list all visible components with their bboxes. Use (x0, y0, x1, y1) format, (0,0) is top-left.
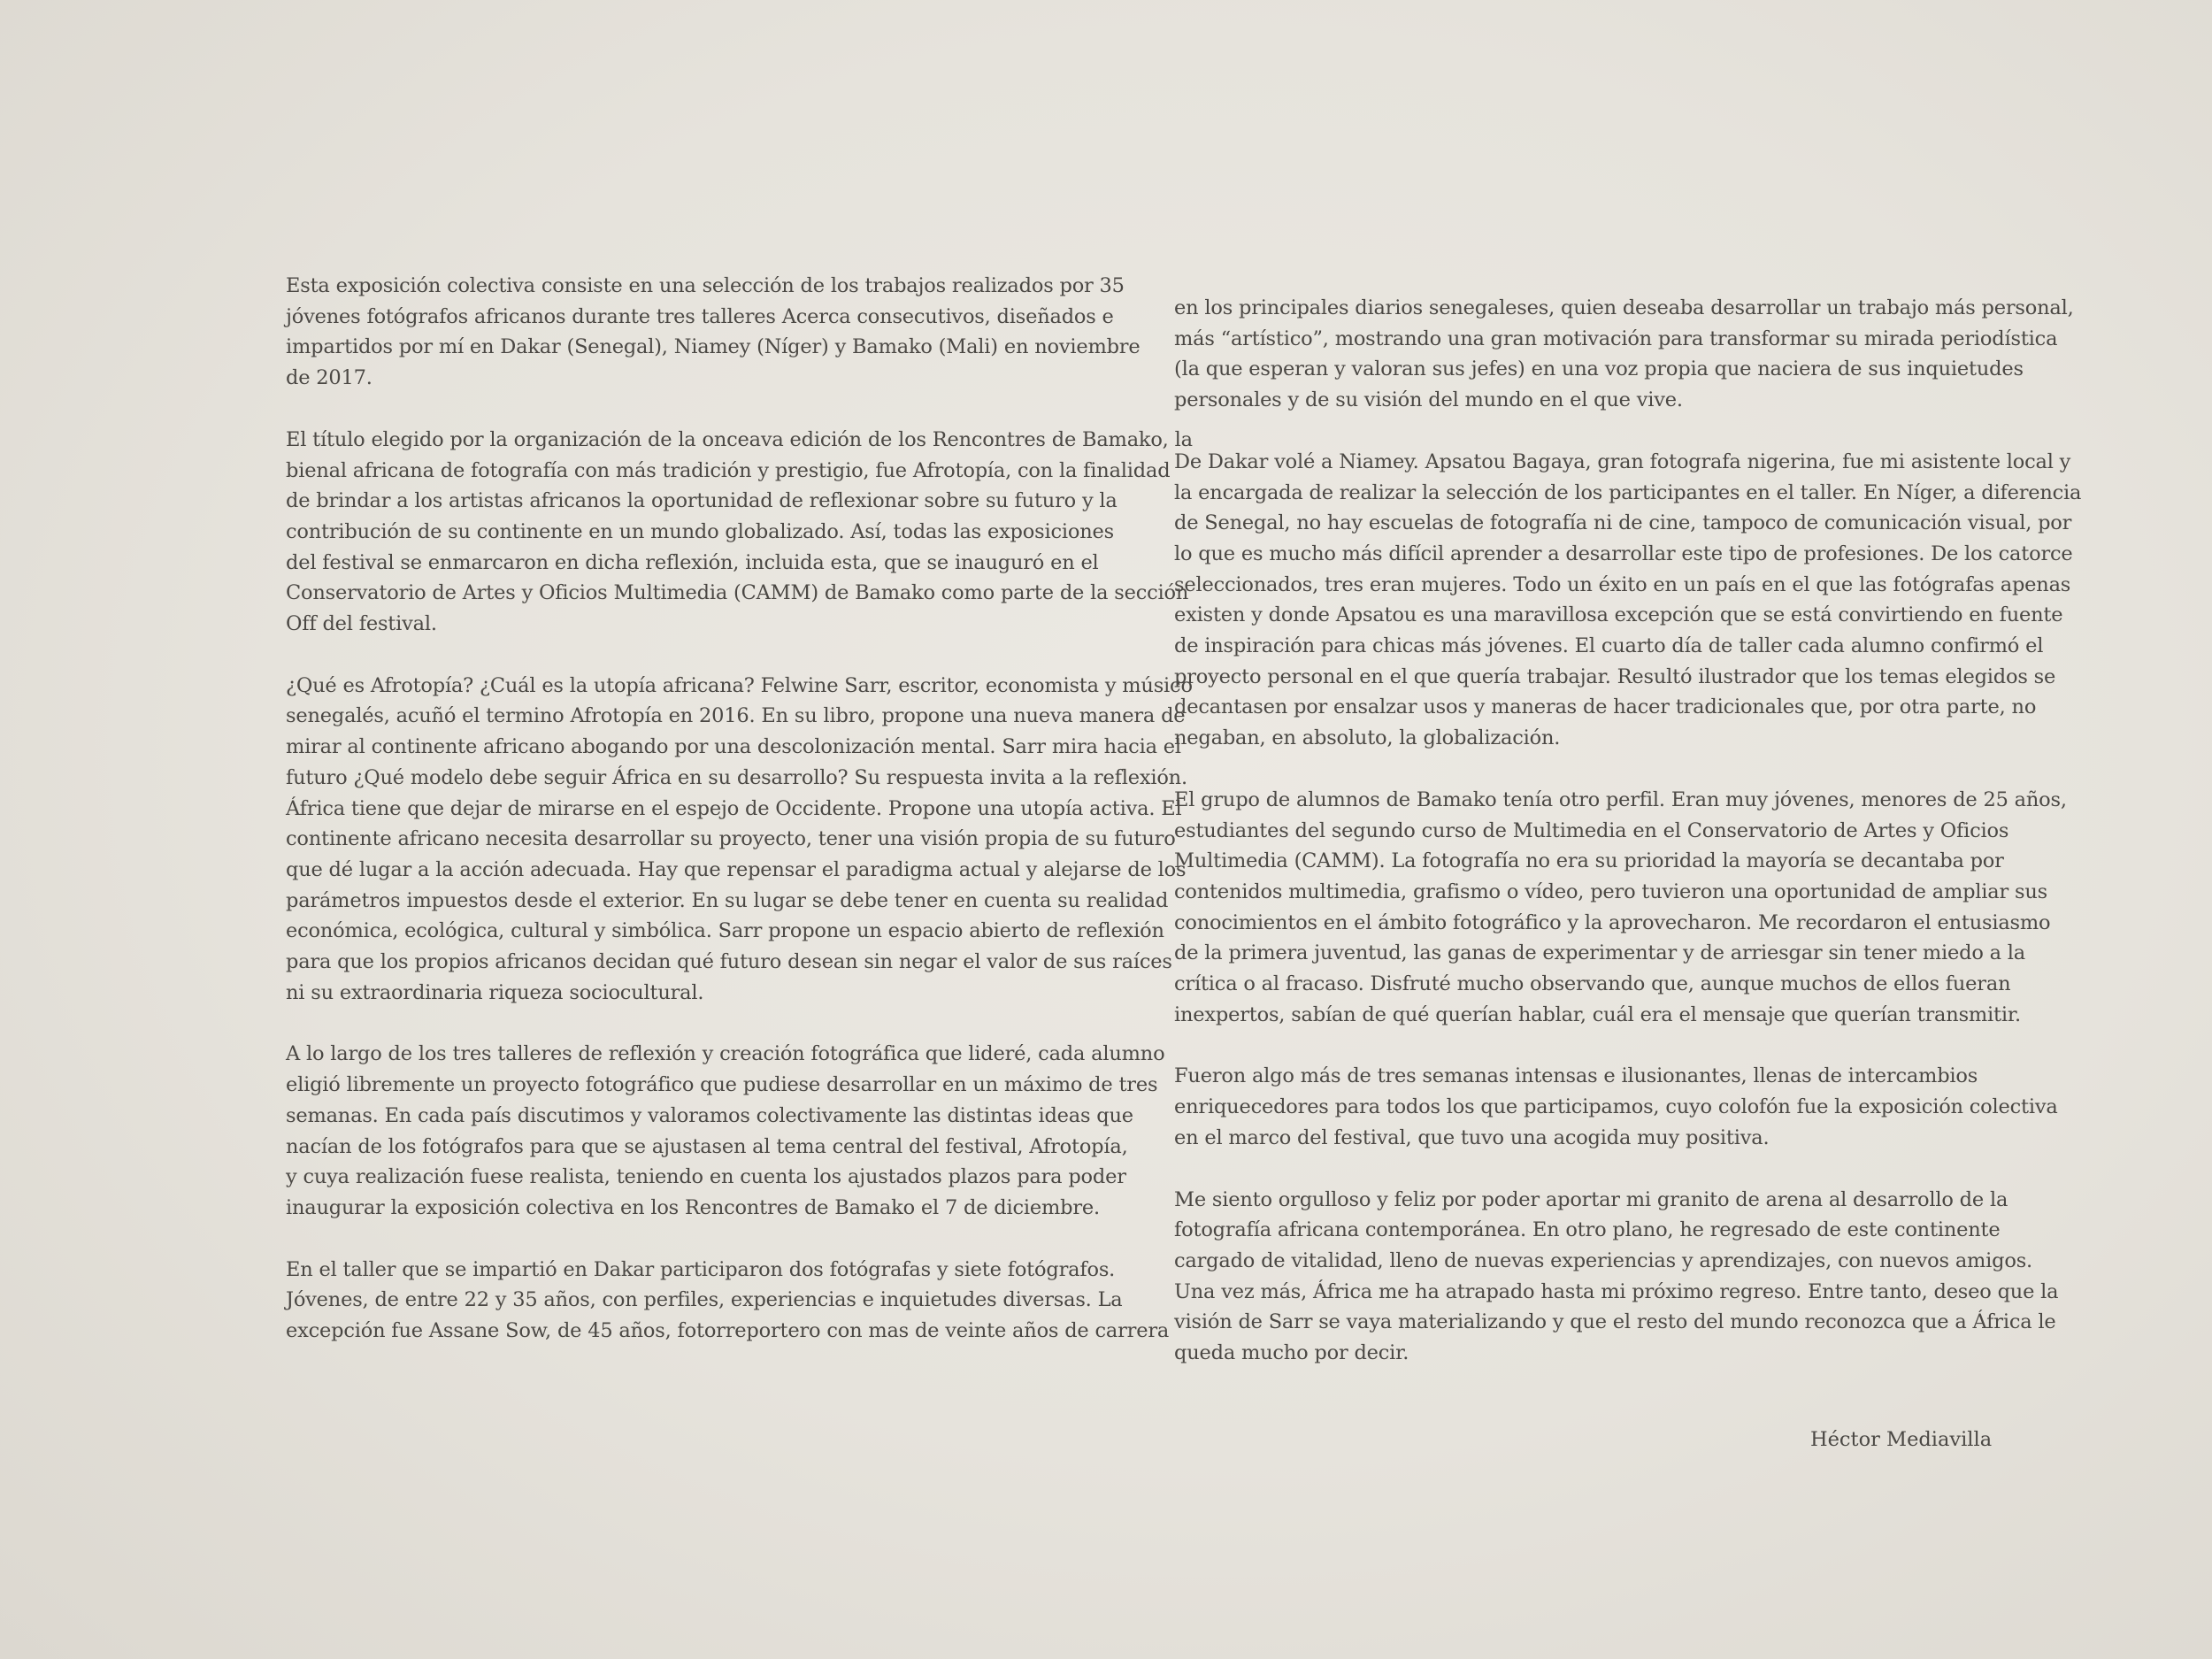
paragraph (1174, 1185, 2059, 1369)
text-line: más “artístico”, mostrando una gran motivación para transformar su mirada periodística (1174, 326, 2058, 350)
text-line: senegalés, acuñó el termino Afrotopía en 2016. En su libro, propone una nueva manera de (286, 704, 1186, 728)
text-line: eligió libremente un proyecto fotográfico que pudiese desarrollar en un máximo de tres (286, 1073, 1158, 1097)
paragraph (286, 1255, 1170, 1347)
text-line: Una vez más, África me ha atrapado hasta mi próximo regreso. Entre tanto, deseo que la (1174, 1279, 2059, 1303)
text-line: negaban, en absoluto, la globalización. (1174, 726, 1561, 750)
text-line: de inspiración para chicas más jóvenes. El cuarto día de taller cada alumno confirmó el (1174, 634, 2044, 658)
text-line: de la primera juventud, las ganas de experimentar y de arriesgar sin tener miedo a la (1174, 941, 2025, 965)
text-line: fotografía africana contemporánea. En otro plano, he regresado de este continente (1174, 1218, 2001, 1242)
text-line: inexpertos, sabían de qué querían hablar, cuál era el mensaje que querían transmitir. (1174, 1002, 2021, 1026)
text-line: contenidos multimedia, grafismo o vídeo, pero tuvieron una oportunidad de ampliar sus (1174, 879, 2047, 903)
text-line: El título elegido por la organización de la onceava edición de los Rencontres de Bamako, la (286, 427, 1193, 451)
text-line: excepción fue Assane Sow, de 45 años, fotorreportero con mas de veinte años de carrera (286, 1319, 1170, 1343)
text-line: decantasen por ensalzar usos y maneras de hacer tradicionales que, por otra parte, no (1174, 695, 2037, 719)
text-line: mirar al continente africano abogando por una descolonización mental. Sarr mira hacia el (286, 735, 1181, 759)
text-line: El grupo de alumnos de Bamako tenía otro perfil. Eran muy jóvenes, menores de 25 años, (1174, 787, 2067, 811)
text-line: queda mucho por decir. (1174, 1341, 1409, 1365)
paragraph (1174, 785, 2067, 1031)
text-line: semanas. En cada país discutimos y valoramos colectivamente las distintas ideas que (286, 1103, 1133, 1127)
text-line: enriquecedores para todos los que participamos, cuyo colofón fue la exposición colectiva (1174, 1095, 2058, 1119)
text-line: personales y de su visión del mundo en el que vive. (1174, 388, 1683, 412)
text-line: Esta exposición colectiva consiste en una selección de los trabajos realizados por 35 (286, 274, 1125, 297)
text-line: cargado de vitalidad, lleno de nuevas experiencias y aprendizajes, con nuevos amigos. (1174, 1248, 2033, 1272)
text-line: De Dakar volé a Niamey. Apsatou Bagaya, gran fotografa nigerina, fue mi asistente local y (1174, 449, 2071, 473)
paragraph (1174, 447, 2082, 754)
text-line: futuro ¿Qué modelo debe seguir África en su desarrollo? Su respuesta invita a la reflexión. (286, 765, 1187, 789)
text-line: y cuya realización fuese realista, teniendo en cuenta los ajustados plazos para poder (286, 1165, 1126, 1189)
paragraph (286, 1039, 1165, 1223)
text-line: económica, ecológica, cultural y simbólica. Sarr propone un espacio abierto de reflexión (286, 919, 1164, 943)
text-line: Me siento orgulloso y feliz por poder aportar mi granito de arena al desarrollo de la (1174, 1187, 2008, 1211)
text-line: la encargada de realizar la selección de los participantes en el taller. En Níger, a diferencia (1174, 480, 2082, 504)
text-line: existen y donde Apsatou es una maravillosa excepción que se está convirtiendo en fuente (1174, 603, 2063, 627)
text-line: Conservatorio de Artes y Oficios Multimedia (CAMM) de Bamako como parte de la sección (286, 581, 1189, 605)
text-line: proyecto personal en el que quería trabajar. Resultó ilustrador que los temas elegidos se (1174, 664, 2056, 688)
text-line: de 2017. (286, 366, 373, 390)
text-line: en los principales diarios senegaleses, quien deseaba desarrollar un trabajo más personal, (1174, 296, 2074, 319)
text-line: ¿Qué es Afrotopía? ¿Cuál es la utopía africana? Felwine Sarr, escritor, economista y músico (286, 673, 1193, 697)
paragraph (1174, 1061, 2058, 1153)
text-line: Fueron algo más de tres semanas intensas e ilusionantes, llenas de intercambios (1174, 1064, 1978, 1088)
text-line: de brindar a los artistas africanos la oportunidad de reflexionar sobre su futuro y la (286, 489, 1118, 513)
text-line: lo que es mucho más difícil aprender a desarrollar este tipo de profesiones. De los catorce (1174, 541, 2073, 565)
text-column-right (1174, 293, 2082, 1400)
text-line: seleccionados, tres eran mujeres. Todo un éxito en un país en el que las fotógrafas apenas (1174, 572, 2071, 596)
text-line: ni su extraordinaria riqueza sociocultural. (286, 980, 704, 1004)
text-line: Jóvenes, de entre 22 y 35 años, con perfiles, experiencias e inquietudes diversas. La (286, 1288, 1123, 1312)
text-line: Off del festival. (286, 612, 437, 636)
paragraph (286, 671, 1193, 1009)
text-line: en el marco del festival, que tuvo una acogida muy positiva. (1174, 1125, 1770, 1149)
text-line: que dé lugar a la acción adecuada. Hay que repensar el paradigma actual y alejarse de los (286, 857, 1187, 881)
paragraph (286, 425, 1193, 640)
text-line: del festival se enmarcaron en dicha reflexión, incluida esta, que se inauguró en el (286, 550, 1099, 574)
text-line: conocimientos en el ámbito fotográfico y la aprovecharon. Me recordaron el entusiasmo (1174, 910, 2051, 934)
text-line: visión de Sarr se vaya materializando y que el resto del mundo reconozca que a África le (1174, 1310, 2056, 1334)
text-line: parámetros impuestos desde el exterior. En su lugar se debe tener en cuenta su realidad (286, 888, 1169, 912)
text-line: de Senegal, no hay escuelas de fotografía ni de cine, tampoco de comunicación visual, por (1174, 511, 2072, 535)
text-line: inaugurar la exposición colectiva en los Rencontres de Bamako el 7 de diciembre. (286, 1195, 1100, 1219)
text-line: Multimedia (CAMM). La fotografía no era su prioridad la mayoría se decantaba por (1174, 849, 2004, 873)
text-line: bienal africana de fotografía con más tradición y prestigio, fue Afrotopía, con la finalidad (286, 458, 1171, 482)
text-line: (la que esperan y valoran sus jefes) en una voz propia que naciera de sus inquietudes (1174, 357, 2024, 381)
text-line: impartidos por mí en Dakar (Senegal), Niamey (Níger) y Bamako (Mali) en noviembre (286, 335, 1141, 359)
text-line: nacían de los fotógrafos para que se ajustasen al tema central del festival, Afrotopía, (286, 1134, 1128, 1158)
text-line: A lo largo de los tres talleres de reflexión y creación fotográfica que lideré, cada alumno (286, 1042, 1165, 1066)
text-line: África tiene que dejar de mirarse en el espejo de Occidente. Propone una utopía activa. El (286, 796, 1182, 820)
text-column-left (286, 271, 1193, 1378)
text-line: En el taller que se impartió en Dakar participaron dos fotógrafas y siete fotógrafos. (286, 1257, 1116, 1281)
paragraph (1174, 293, 2074, 416)
author-signature: Héctor Mediavilla (1810, 1428, 1993, 1451)
text-line: continente africano necesita desarrollar su proyecto, tener una visión propia de su futuro (286, 827, 1176, 851)
text-line: para que los propios africanos decidan qué futuro desean sin negar el valor de sus raíces (286, 950, 1172, 974)
text-line: estudiantes del segundo curso de Multimedia en el Conservatorio de Artes y Oficios (1174, 818, 2009, 842)
paragraph (286, 271, 1141, 394)
text-line: jóvenes fotógrafos africanos durante tres talleres Acerca consecutivos, diseñados e (286, 304, 1114, 328)
text-line: contribución de su continente en un mundo globalizado. Así, todas las exposiciones (286, 519, 1114, 543)
text-line: crítica o al fracaso. Disfruté mucho observando que, aunque muchos de ellos fueran (1174, 972, 2011, 996)
